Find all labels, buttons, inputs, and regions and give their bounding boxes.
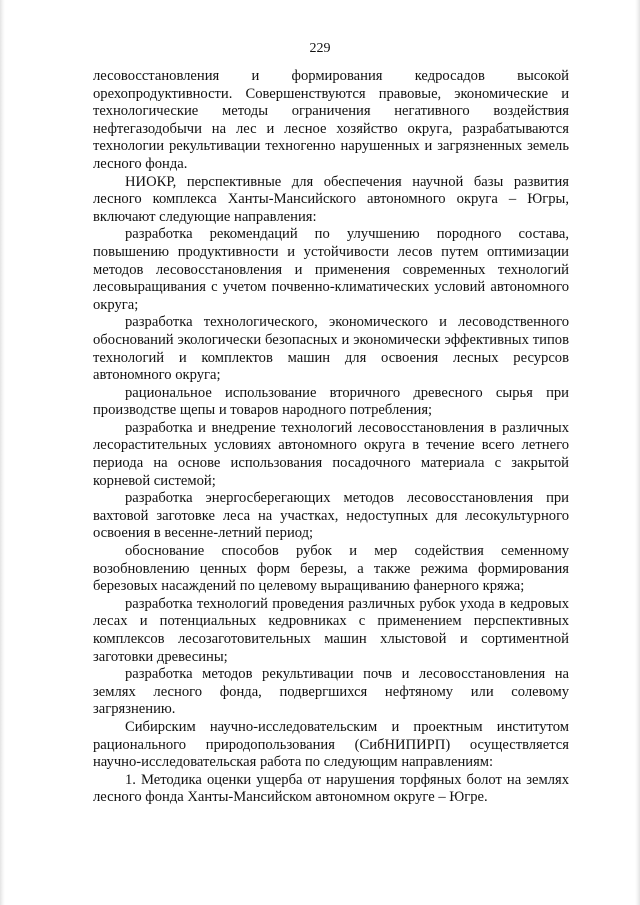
list-item-closed-root-reforestation: разработка и внедрение технологий лесовосстановления в различных лесорастительных условиях автономного округа в течение всего летнего периода на основе использования посадочного материала с закрытой корневой системой; xyxy=(93,419,569,489)
paragraph-numbered-item-1: 1. Методика оценки ущерба от нарушения торфяных болот на землях лесного фонда Ханты-Мансийском автономном округе – Югре. xyxy=(93,771,569,806)
list-item-technology-justification: разработка технологического, экономического и лесоводственного обоснований экологически безопасных и экономически эффективных типов технологий и комплектов машин для освоения лесных ресурсов автономного округа; xyxy=(93,314,569,384)
scan-edge-left xyxy=(0,0,5,905)
list-item-species-composition: разработка рекомендаций по улучшению породного состава, повышению продуктивности и устойчивости лесов путем оптимизации методов лесовосстановления и применения современных технологий лесовыращивания с учетом почвенно-климатических условий автономного округа; xyxy=(93,226,569,313)
document-body xyxy=(93,68,569,807)
paragraph-continuation: лесовосстановления и формирования кедросадов высокой орехопродуктивности. Совершенствуются правовые, экономические и технологические методы ограничения негативного воздействия нефтегазодобычи на лес и лесное хозяйство округа, разрабатываются технологии рекультивации техногенно нарушенных и загрязненных земель лесного фонда. xyxy=(93,68,569,172)
paragraph-niokr-intro: НИОКР, перспективные для обеспечения научной базы развития лесного комплекса Ханты-Мансийского автономного округа – Югры, включают следующие направления: xyxy=(93,173,569,225)
list-item-secondary-wood: рациональное использование вторичного древесного сырья при производстве щепы и товаров народного потребления; xyxy=(93,384,569,419)
paragraph-sibnipirp-intro: Сибирским научно-исследовательским и проектным институтом рационального природопользования (СибНИПИРП) осуществляется научно-исследовательская работа по следующим направлениям: xyxy=(93,718,569,771)
list-item-soil-recultivation: разработка методов рекультивации почв и лесовосстановления на землях лесного фонда, подвергшихся нефтяному или солевому загрязнению. xyxy=(93,666,569,718)
list-item-energy-saving-methods: разработка энергосберегающих методов лесовосстановления при вахтовой заготовке леса на участках, недоступных для лесокультурного освоения в весенне-летний период; xyxy=(93,490,569,542)
page-number: 229 xyxy=(309,41,331,56)
scan-edge-right xyxy=(635,0,640,905)
list-item-cedar-thinning: разработка технологий проведения различных рубок ухода в кедровых лесах и потенциальных кедровниках с применением перспективных комплексов лесозаготовительных машин хлыстовой и сортиментной заготовки древесины; xyxy=(93,595,569,665)
list-item-birch-regeneration: обоснование способов рубок и мер содействия семенному возобновлению ценных форм березы, а также режима формирования березовых насаждений по целевому выращиванию фанерного кряжа; xyxy=(93,543,569,595)
